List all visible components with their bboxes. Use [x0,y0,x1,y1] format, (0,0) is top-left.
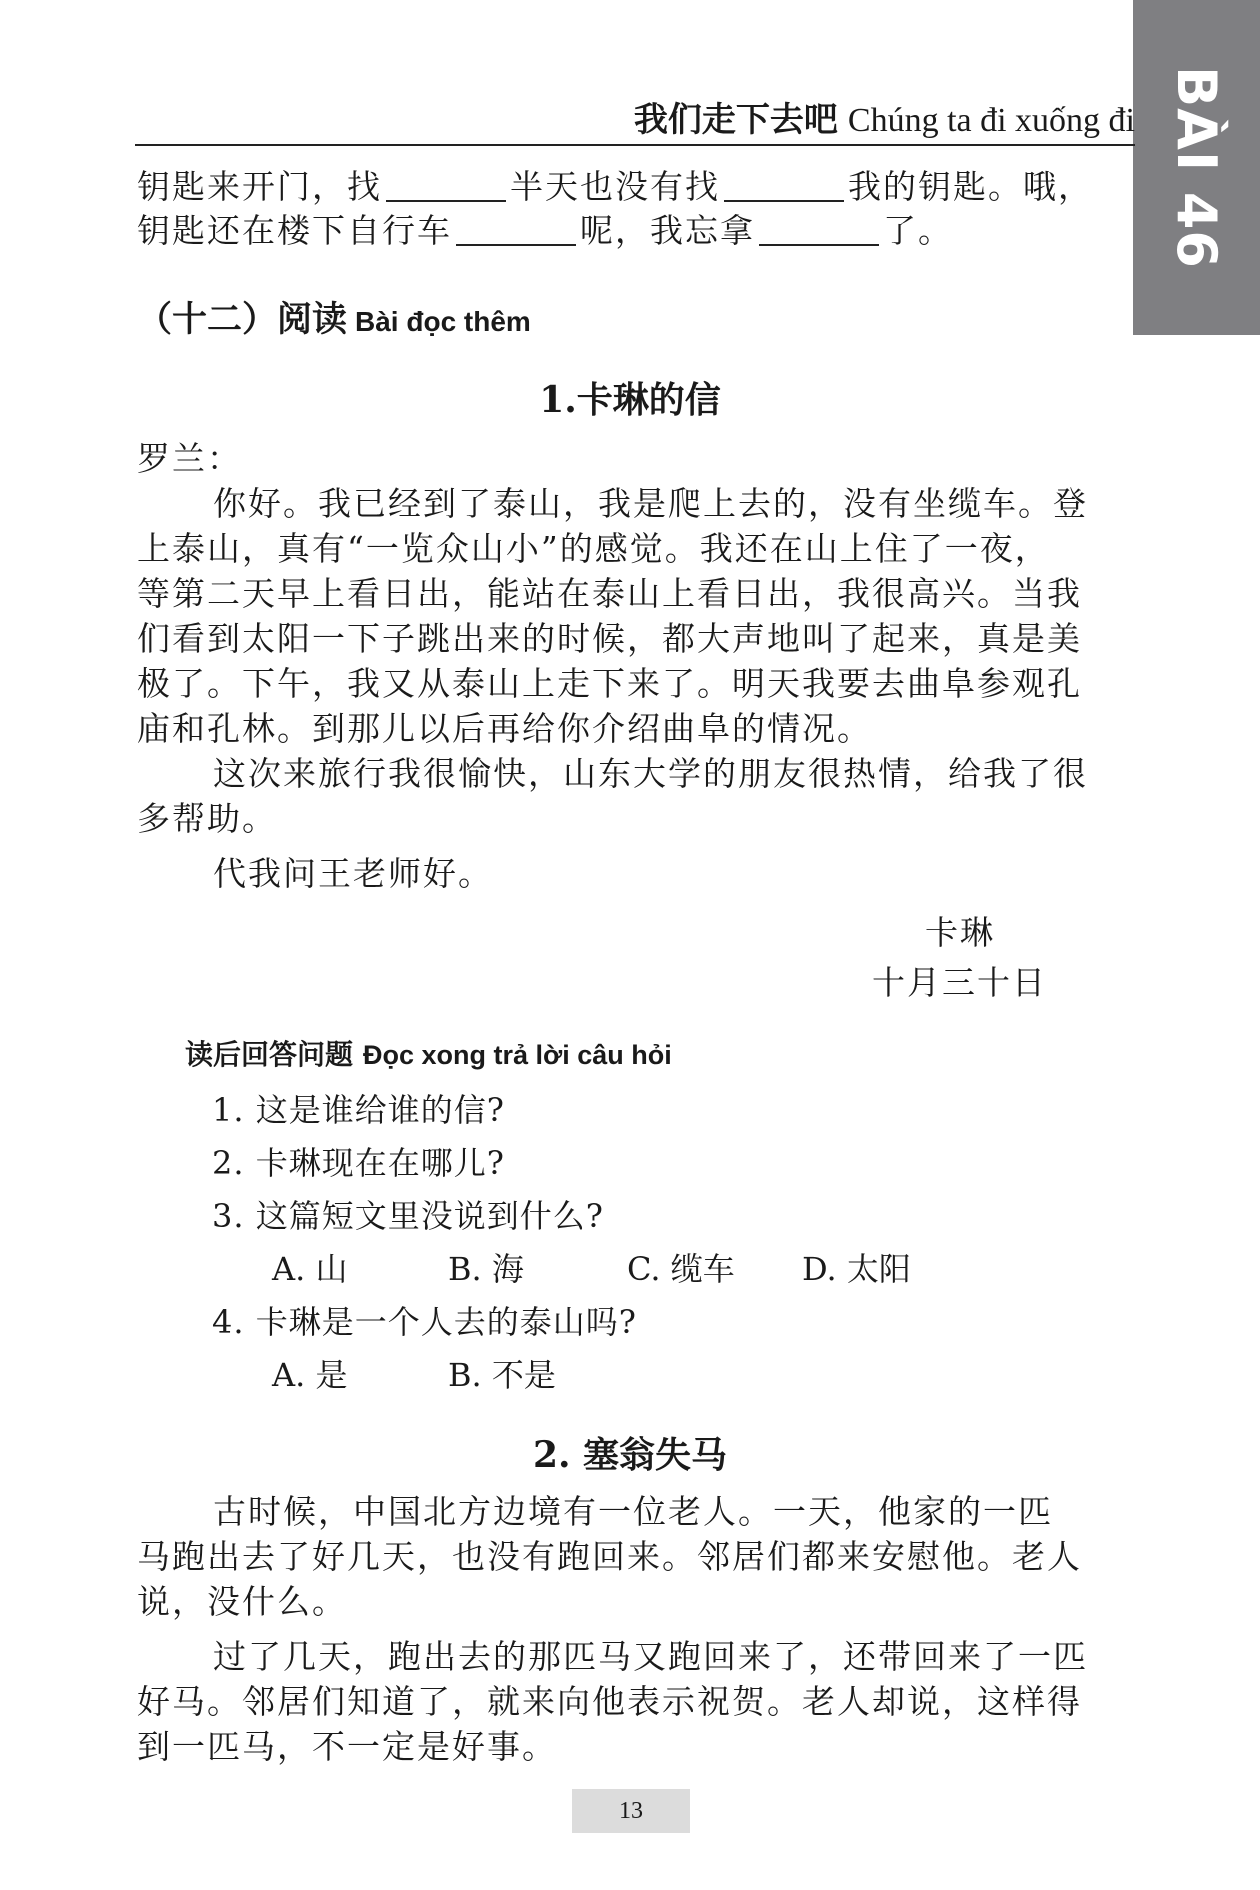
letter-line: 代我问王老师好。 [213,854,493,893]
story-line: 马跑出去了好几天，也没有跑回来。邻居们都来安慰他。老人 [137,1537,1082,1576]
q3-option-d: D. 太阳 [802,1250,911,1288]
story-line: 到一匹马，不一定是好事。 [137,1727,557,1766]
letter-line: 你好。我已经到了泰山，我是爬上去的，没有坐缆车。登 [213,484,1088,523]
questions-heading-vi: Đọc xong trả lời câu hỏi [363,1040,672,1070]
lesson-tab [1133,0,1260,335]
q3-option-c: C. 缆车 [627,1250,735,1288]
letter-line: 上泰山，真有“一览众山小”的感觉。我还在山上住了一夜， [137,529,1050,568]
letter-line: 庙和孔林。到那儿以后再给你介绍曲阜的情况。 [137,709,872,748]
story-line: 说，没什么。 [137,1582,347,1621]
fill-blank [724,170,844,202]
letter-signature: 卡琳 [925,913,995,952]
header-title-vi: Chúng ta đi xuống đi [847,102,1135,139]
letter-date: 十月三十日 [872,963,1047,1002]
fill-blank [386,170,506,202]
question-2: 2. 卡琳现在在哪儿? [212,1144,505,1182]
running-header [135,92,1135,146]
question-4: 4. 卡琳是一个人去的泰山吗? [212,1303,637,1341]
exercise-line-2 [137,209,953,253]
letter-line: 这次来旅行我很愉快，山东大学的朋友很热情，给我了很 [213,754,1088,793]
story-line: 过了几天，跑出去的那匹马又跑回来了，还带回来了一匹 [213,1637,1088,1676]
questions-heading [185,1033,672,1073]
story-line: 好马。邻居们知道了，就来向他表示祝贺。老人却说，这样得 [137,1682,1082,1721]
text-segment: 钥匙来开门，找 [137,167,382,206]
text-segment: 半天也没有找 [510,167,720,206]
letter-line: 们看到太阳一下子跳出来的时候，都大声地叫了起来，真是美 [137,619,1082,658]
lesson-tab-label: BÀI 46 [1165,66,1228,269]
q4-option-b: B. 不是 [448,1356,556,1394]
text-segment: 了。 [883,211,953,250]
letter-line: 极了。下午，我又从泰山上走下来了。明天我要去曲阜参观孔 [137,664,1082,703]
exercise-line-1 [137,165,1093,209]
text-segment: 呢，我忘拿 [580,211,755,250]
q3-option-b: B. 海 [448,1250,524,1288]
section-heading-zh: （十二）阅读 [137,299,348,340]
text-segment: 我的钥匙。哦， [848,167,1093,206]
reading1-title: 1.卡琳的信 [539,379,721,421]
story-line: 古时候，中国北方边境有一位老人。一天，他家的一匹 [213,1492,1053,1531]
question-3: 3. 这篇短文里没说到什么? [212,1197,604,1235]
fill-blank [759,214,879,246]
letter-greeting: 罗兰： [137,439,242,478]
fill-blank [456,214,576,246]
reading2-title: 2. 塞翁失马 [532,1434,728,1476]
q4-option-a: A. 是 [272,1356,348,1394]
section-heading-vi: Bài đọc thêm [355,306,531,337]
letter-line: 等第二天早上看日出，能站在泰山上看日出，我很高兴。当我 [137,574,1082,613]
header-title-zh: 我们走下去吧 [633,100,838,140]
letter-line: 多帮助。 [137,799,277,838]
q3-option-a: A. 山 [272,1250,348,1288]
page-number: 13 [572,1789,690,1833]
question-1: 1. 这是谁给谁的信? [212,1091,505,1129]
text-segment: 钥匙还在楼下自行车 [137,211,452,250]
questions-heading-zh: 读后回答问题 [185,1038,354,1071]
section-heading [137,292,531,342]
